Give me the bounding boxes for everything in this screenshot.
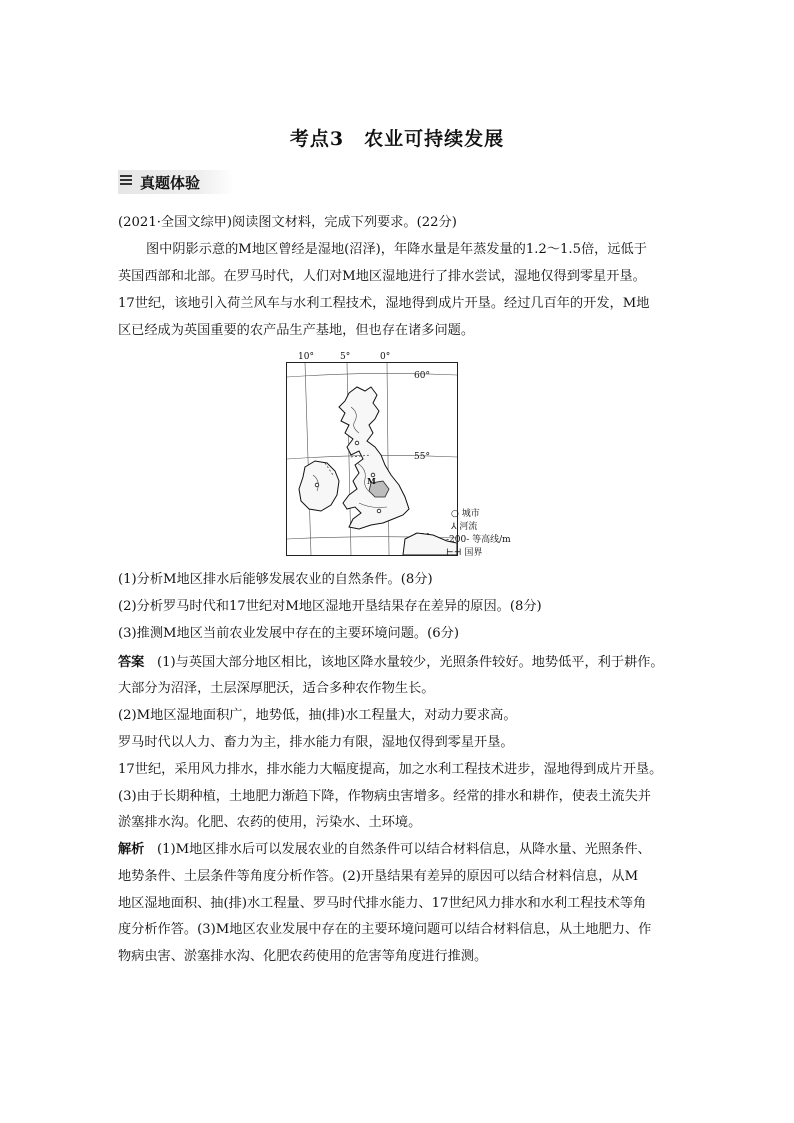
legend-contour-label: 等高线/m bbox=[472, 535, 511, 545]
analysis-text-1: (1)M地区排水后可以发展农业的自然条件可以结合材料信息，从降水量、光照条件、 bbox=[156, 842, 651, 857]
map-figure bbox=[286, 362, 458, 556]
question-source: (2021·全国文综甲)阅读图文材料，完成下列要求。(22分) bbox=[118, 215, 457, 230]
legend-city bbox=[451, 508, 480, 520]
answer-line-3: (2)M地区湿地面积广，地势低，抽(排)水工程量大，对动力要求高。 bbox=[118, 708, 517, 723]
answer-line-6: (3)由于长期种植，土地肥力渐趋下降，作物病虫害增多。经常的排水和耕作，使表土流失并 bbox=[118, 789, 651, 804]
city-icon: ○ bbox=[451, 509, 459, 519]
map-svg bbox=[287, 363, 457, 555]
great-britain-shape bbox=[339, 387, 409, 529]
analysis-line-1 bbox=[118, 842, 718, 858]
question-item-1: (1)分析M地区排水后能够发展农业的自然条件。(8分) bbox=[118, 572, 433, 587]
answer-line-1 bbox=[118, 655, 718, 671]
material-line-2: 英国西部和北部。在罗马时代，人们对M地区湿地进行了排水尝试，湿地仅得到零星开垦。 bbox=[118, 269, 646, 284]
analysis-line-3: 地区湿地面积、抽(排)水工程量、罗马时代排水能力、17世纪风力排水和水利工程技术等角 bbox=[118, 896, 647, 911]
legend-river-label: 河流 bbox=[459, 522, 478, 532]
answer-line-7: 淤塞排水沟。化肥、农药的使用，污染水、土环境。 bbox=[118, 815, 422, 830]
river-icon: ⅄ bbox=[451, 522, 457, 532]
section-header bbox=[118, 170, 234, 194]
legend-border-label: 国界 bbox=[464, 548, 483, 558]
material-line-3: 17世纪，该地引入荷兰风车与水利工程技术，湿地得到成片开垦。经过几百年的开发，M地 bbox=[118, 296, 650, 311]
answer-text-1: (1)与英国大部分地区相比，该地区降水量较少，光照条件较好。地势低平，利于耕作。 bbox=[156, 655, 664, 670]
lat-label-60: 60° bbox=[414, 371, 430, 381]
answer-line-4: 罗马时代以人力、畜力为主，排水能力有限，湿地仅得到零星开垦。 bbox=[118, 735, 514, 750]
answer-label: 答案 bbox=[118, 655, 145, 670]
analysis-line-5: 物病虫害、淤塞排水沟、化肥农药使用的危害等角度进行推测。 bbox=[118, 949, 488, 964]
m-region-label: M bbox=[367, 476, 376, 486]
lat-label-55: 55° bbox=[414, 452, 430, 462]
lon-label-0: 0° bbox=[380, 352, 391, 362]
legend-city-label: 城市 bbox=[461, 509, 480, 519]
analysis-label: 解析 bbox=[118, 842, 145, 857]
lon-label-5: 5° bbox=[340, 352, 351, 362]
legend-river bbox=[451, 521, 477, 533]
analysis-line-2: 地势条件、土层条件等角度分析作答。(2)开垦结果有差异的原因可以结合材料信息，从M bbox=[118, 869, 639, 884]
legend-contour bbox=[446, 534, 511, 546]
answer-line-5: 17世纪，采用风力排水，排水能力大幅度提高，加之水利工程技术进步，湿地得到成片开垦。 bbox=[118, 762, 663, 777]
lon-label-10: 10° bbox=[298, 352, 314, 362]
analysis-line-4: 度分析作答。(3)M地区农业发展中存在的主要环境问题可以结合材料信息，从土地肥力、作 bbox=[118, 922, 652, 937]
section-label: 真题体验 bbox=[140, 174, 201, 192]
border-icon: ⊢⊣ bbox=[446, 548, 462, 558]
page-title: 考点3 农业可持续发展 bbox=[289, 128, 505, 150]
legend-border bbox=[446, 547, 482, 559]
list-icon bbox=[120, 175, 132, 188]
material-line-4: 区已经成为英国重要的农产品生产基地，但也存在诸多问题。 bbox=[118, 323, 475, 338]
answer-line-2: 大部分为沼泽，土层深厚肥沃，适合多种农作物生长。 bbox=[118, 681, 435, 696]
ireland-shape bbox=[299, 461, 339, 511]
question-item-3: (3)推测M地区当前农业发展中存在的主要环境问题。(6分) bbox=[118, 626, 459, 641]
question-item-2: (2)分析罗马时代和17世纪对M地区湿地开垦结果存在差异的原因。(8分) bbox=[118, 599, 542, 614]
contour-icon: -200- bbox=[446, 535, 470, 545]
material-line-1: 图中阴影示意的M地区曾经是湿地(沼泽)，年降水量是年蒸发量的1.2～1.5倍，远低于 bbox=[146, 242, 647, 257]
